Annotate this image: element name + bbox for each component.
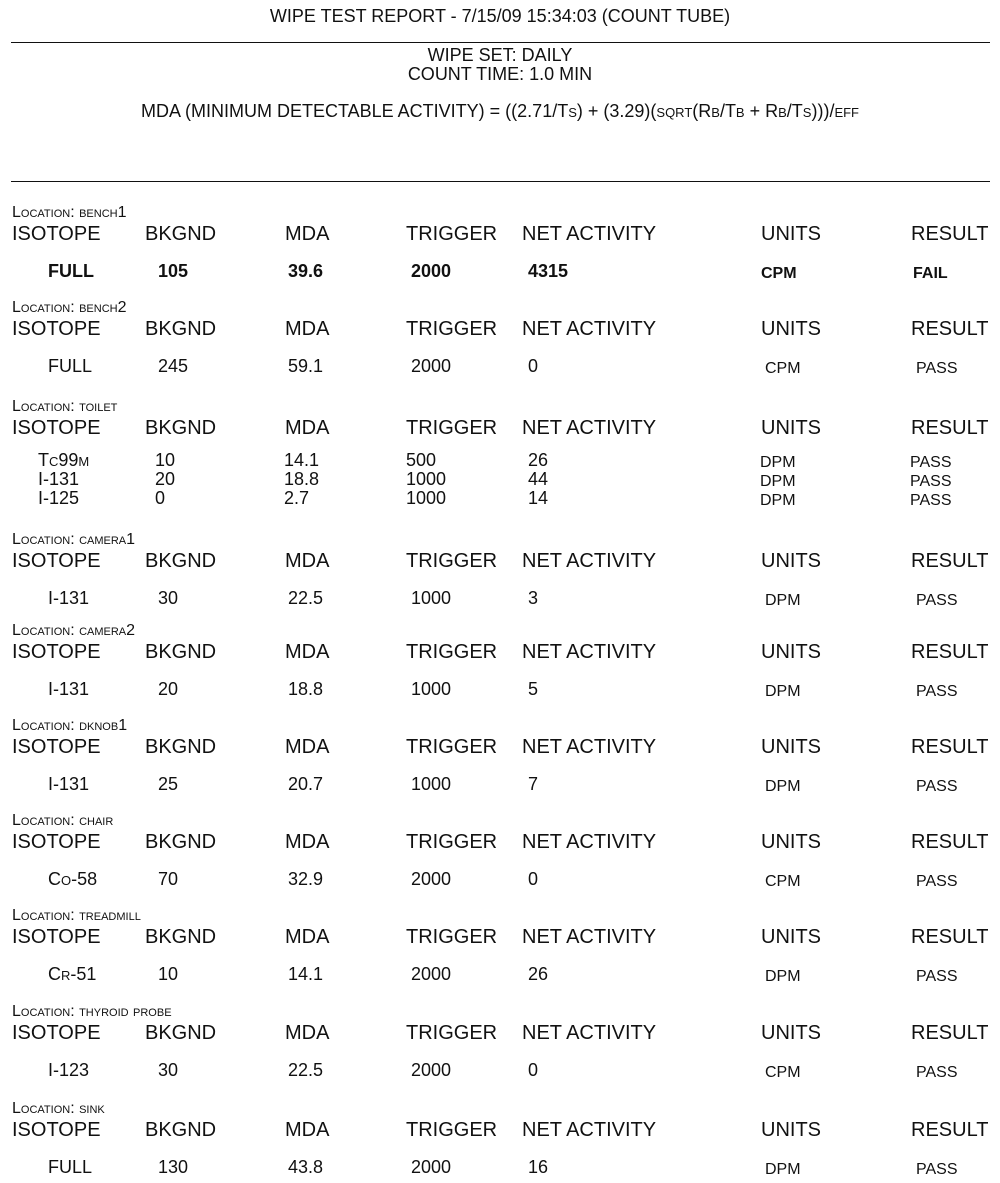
cell-result: PASS [910,454,952,471]
column-header-bkgnd: BKGND [145,641,217,663]
cell-mda: 59.1 [288,356,324,376]
cell-net: 44 [528,469,549,489]
column-header-units: UNITS [761,831,821,853]
cell-result: FAIL [913,265,948,282]
column-header-units: UNITS [761,736,821,758]
location-label: Location: bench1 [12,204,127,221]
column-header-isotope: ISOTOPE [12,641,101,663]
cell-net: 4315 [528,261,569,281]
header-rule [11,181,990,182]
column-header-result: RESULT [911,1119,989,1141]
cell-mda: 22.5 [288,1060,324,1080]
column-header-result: RESULT [911,736,989,758]
column-header-isotope: ISOTOPE [12,318,101,340]
column-header-bkgnd: BKGND [145,318,217,340]
cell-bkgnd: 105 [158,261,189,281]
cell-mda: 39.6 [288,261,324,281]
cell-trigger: 1000 [406,469,447,489]
column-header-units: UNITS [761,641,821,663]
cell-bkgnd: 0 [155,488,166,508]
column-header-net: NET ACTIVITY [522,736,657,758]
column-header-trigger: TRIGGER [406,736,498,758]
cell-isotope: I-131 [48,679,90,699]
cell-isotope: I-131 [48,588,90,608]
column-header-result: RESULT [911,926,989,948]
cell-isotope: I-131 [48,774,90,794]
column-header-net: NET ACTIVITY [522,550,657,572]
column-header-mda: MDA [285,736,330,758]
cell-bkgnd: 10 [158,964,179,984]
cell-isotope: I-131 [38,469,80,489]
location-label: Location: camera2 [12,622,136,639]
column-header-units: UNITS [761,550,821,572]
column-header-trigger: TRIGGER [406,926,498,948]
column-header-result: RESULT [911,641,989,663]
column-header-trigger: TRIGGER [406,417,498,439]
cell-units: CPM [765,873,801,890]
cell-net: 16 [528,1157,549,1177]
cell-mda: 20.7 [288,774,324,794]
column-header-result: RESULT [911,1022,989,1044]
column-header-bkgnd: BKGND [145,550,217,572]
column-header-isotope: ISOTOPE [12,1022,101,1044]
column-header-units: UNITS [761,1119,821,1141]
cell-bkgnd: 25 [158,774,179,794]
wipe-set: WIPE SET: DAILY [427,45,573,65]
cell-trigger: 2000 [411,869,452,889]
cell-net: 0 [528,1060,539,1080]
cell-trigger: 500 [406,450,437,470]
cell-bkgnd: 10 [155,450,176,470]
cell-net: 14 [528,488,549,508]
cell-trigger: 2000 [411,964,452,984]
location-label: Location: sink [12,1100,105,1117]
cell-trigger: 2000 [411,356,452,376]
cell-trigger: 1000 [411,774,452,794]
column-header-units: UNITS [761,318,821,340]
column-header-trigger: TRIGGER [406,641,498,663]
cell-result: PASS [910,473,952,490]
column-header-isotope: ISOTOPE [12,736,101,758]
cell-bkgnd: 20 [155,469,176,489]
cell-bkgnd: 245 [158,356,189,376]
column-header-net: NET ACTIVITY [522,1119,657,1141]
title-rule [11,42,990,43]
column-header-isotope: ISOTOPE [12,926,101,948]
column-header-mda: MDA [285,1119,330,1141]
cell-units: CPM [761,265,797,282]
cell-mda: 43.8 [288,1157,324,1177]
cell-isotope: Cr-51 [48,964,97,984]
cell-result: PASS [916,592,958,609]
cell-trigger: 2000 [411,1157,452,1177]
column-header-result: RESULT [911,223,989,245]
column-header-net: NET ACTIVITY [522,831,657,853]
column-header-units: UNITS [761,1022,821,1044]
report-title: WIPE TEST REPORT - 7/15/09 15:34:03 (COUNT TUBE) [269,6,731,26]
cell-result: PASS [916,873,958,890]
column-header-net: NET ACTIVITY [522,318,657,340]
cell-bkgnd: 70 [158,869,179,889]
column-header-result: RESULT [911,831,989,853]
column-header-isotope: ISOTOPE [12,831,101,853]
column-header-isotope: ISOTOPE [12,417,101,439]
cell-units: DPM [765,778,801,795]
cell-net: 0 [528,869,539,889]
column-header-isotope: ISOTOPE [12,1119,101,1141]
column-header-units: UNITS [761,417,821,439]
location-label: Location: treadmill [12,907,141,924]
column-header-trigger: TRIGGER [406,550,498,572]
column-header-mda: MDA [285,318,330,340]
cell-units: DPM [760,454,796,471]
cell-bkgnd: 20 [158,679,179,699]
cell-units: CPM [765,1064,801,1081]
column-header-net: NET ACTIVITY [522,641,657,663]
cell-net: 5 [528,679,539,699]
column-header-mda: MDA [285,926,330,948]
column-header-bkgnd: BKGND [145,926,217,948]
column-header-mda: MDA [285,417,330,439]
cell-isotope: FULL [48,1157,93,1177]
column-header-bkgnd: BKGND [145,417,217,439]
cell-result: PASS [910,492,952,509]
cell-mda: 22.5 [288,588,324,608]
column-header-mda: MDA [285,831,330,853]
column-header-trigger: TRIGGER [406,1119,498,1141]
location-label: Location: toilet [12,398,118,415]
column-header-bkgnd: BKGND [145,1022,217,1044]
column-header-trigger: TRIGGER [406,831,498,853]
column-header-bkgnd: BKGND [145,1119,217,1141]
cell-isotope: FULL [48,356,93,376]
cell-units: DPM [765,683,801,700]
column-header-isotope: ISOTOPE [12,223,101,245]
cell-mda: 2.7 [284,488,310,508]
cell-trigger: 1000 [406,488,447,508]
cell-result: PASS [916,778,958,795]
column-header-net: NET ACTIVITY [522,1022,657,1044]
cell-units: DPM [760,492,796,509]
column-header-bkgnd: BKGND [145,736,217,758]
cell-isotope: Co-58 [48,869,98,889]
count-time: COUNT TIME: 1.0 MIN [407,64,593,84]
location-label: Location: thyroid probe [12,1003,172,1020]
cell-units: DPM [765,968,801,985]
column-header-result: RESULT [911,318,989,340]
column-header-trigger: TRIGGER [406,223,498,245]
column-header-units: UNITS [761,223,821,245]
cell-net: 7 [528,774,539,794]
cell-mda: 14.1 [288,964,324,984]
cell-net: 26 [528,450,549,470]
cell-isotope: I-125 [38,488,80,508]
cell-net: 26 [528,964,549,984]
column-header-net: NET ACTIVITY [522,223,657,245]
column-header-bkgnd: BKGND [145,223,217,245]
cell-isotope: I-123 [48,1060,90,1080]
cell-mda: 18.8 [288,679,324,699]
cell-result: PASS [916,683,958,700]
column-header-isotope: ISOTOPE [12,550,101,572]
column-header-result: RESULT [911,550,989,572]
column-header-mda: MDA [285,223,330,245]
cell-result: PASS [916,360,958,377]
cell-trigger: 1000 [411,679,452,699]
cell-bkgnd: 30 [158,588,179,608]
cell-net: 3 [528,588,539,608]
column-header-trigger: TRIGGER [406,318,498,340]
location-label: Location: chair [12,812,114,829]
cell-units: DPM [765,592,801,609]
cell-result: PASS [916,1064,958,1081]
cell-net: 0 [528,356,539,376]
cell-trigger: 1000 [411,588,452,608]
column-header-mda: MDA [285,641,330,663]
column-header-mda: MDA [285,1022,330,1044]
location-label: Location: dknob1 [12,717,128,734]
mda-formula: MDA (MINIMUM DETECTABLE ACTIVITY) = ((2.71/Ts) + (3.29)(sqrt(Rb/Tb + Rb/Ts)))/eff [140,101,859,121]
cell-units: CPM [765,360,801,377]
cell-result: PASS [916,968,958,985]
cell-units: DPM [765,1161,801,1178]
cell-result: PASS [916,1161,958,1178]
location-label: Location: bench2 [12,299,127,316]
cell-mda: 14.1 [284,450,320,470]
column-header-result: RESULT [911,417,989,439]
column-header-units: UNITS [761,926,821,948]
cell-trigger: 2000 [411,261,452,281]
cell-mda: 32.9 [288,869,324,889]
cell-units: DPM [760,473,796,490]
column-header-net: NET ACTIVITY [522,417,657,439]
cell-trigger: 2000 [411,1060,452,1080]
column-header-net: NET ACTIVITY [522,926,657,948]
column-header-bkgnd: BKGND [145,831,217,853]
column-header-mda: MDA [285,550,330,572]
column-header-trigger: TRIGGER [406,1022,498,1044]
cell-bkgnd: 130 [158,1157,189,1177]
cell-mda: 18.8 [284,469,320,489]
cell-isotope: Tc99m [38,450,90,470]
cell-isotope: FULL [48,261,94,281]
cell-bkgnd: 30 [158,1060,179,1080]
location-label: Location: camera1 [12,531,136,548]
